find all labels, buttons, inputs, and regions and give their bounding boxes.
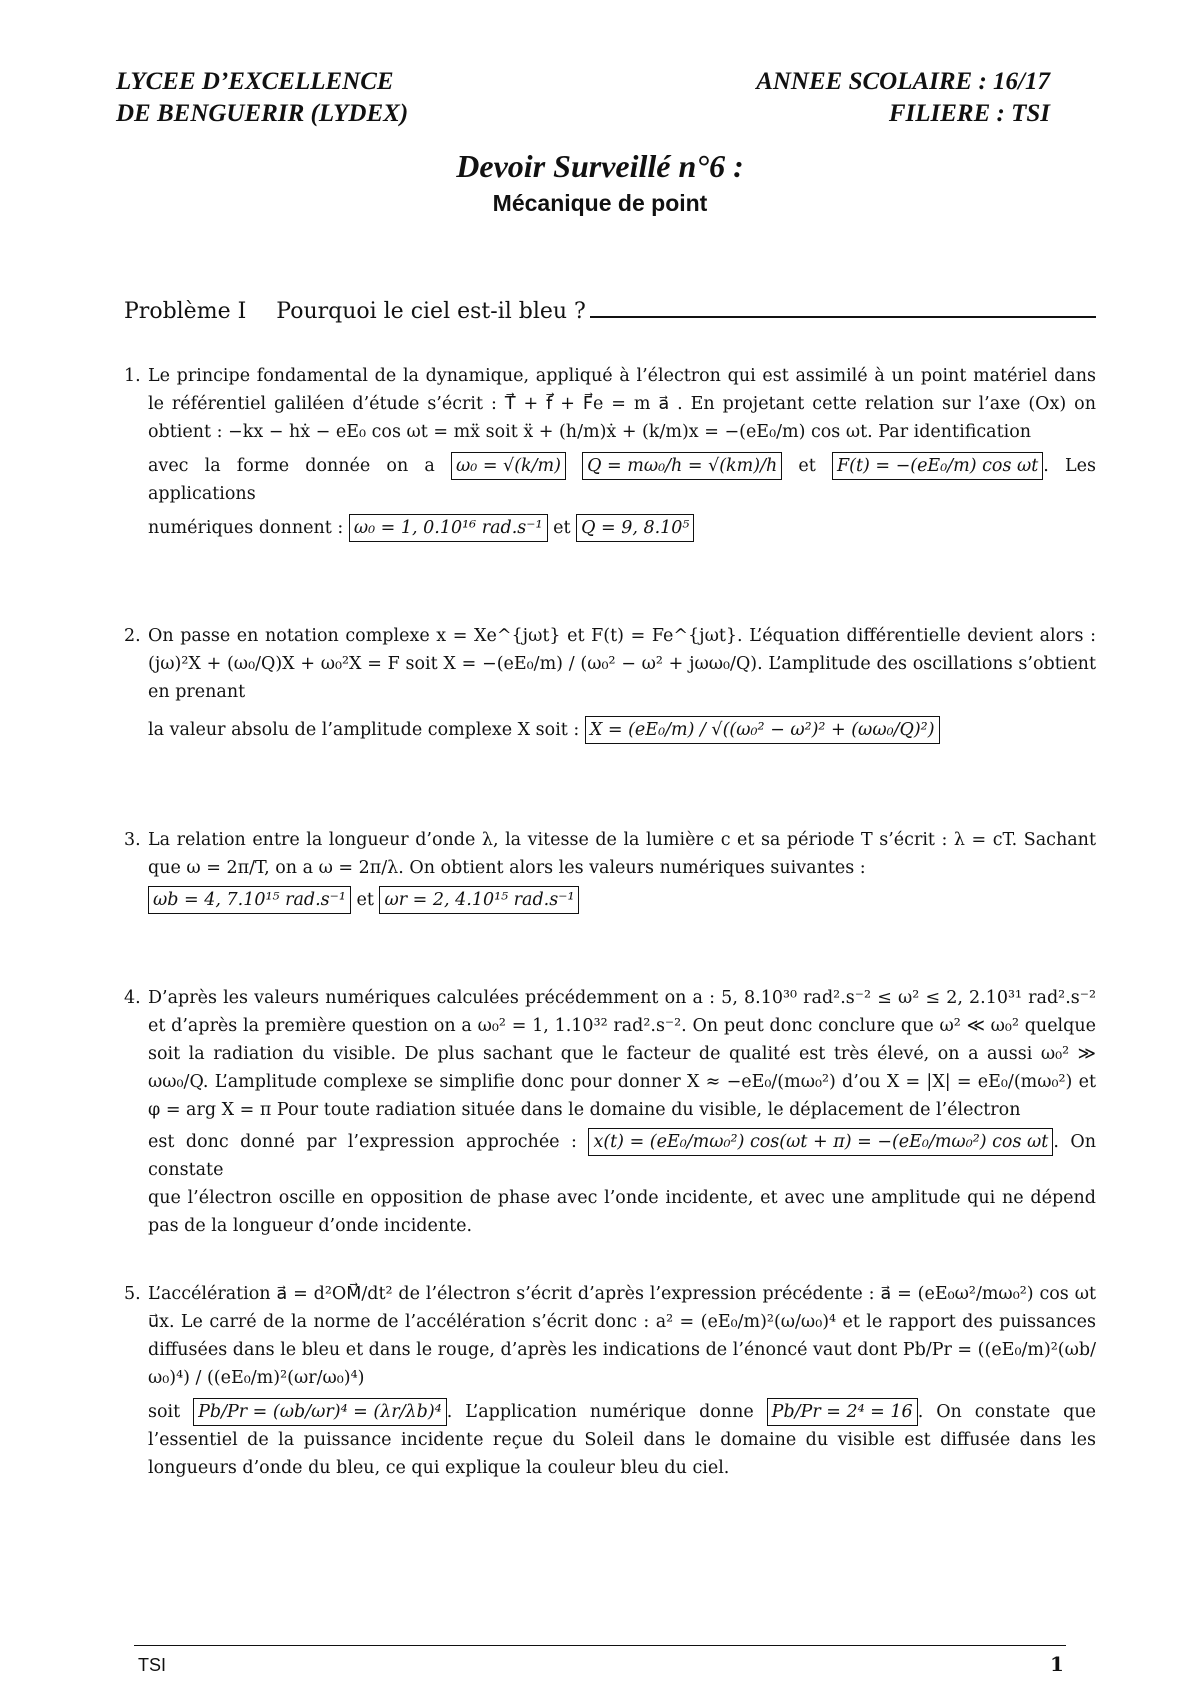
question-number: 4. — [124, 988, 141, 1008]
heading-rule — [590, 316, 1096, 318]
question-5-lead: soit — [148, 1402, 181, 1422]
document-title: Devoir Surveillé n°6 : — [456, 148, 744, 184]
question-number: 1. — [124, 366, 141, 386]
year-header — [708, 66, 1050, 130]
question-5-mid: . L’application numérique donne — [446, 1402, 754, 1422]
question-1-tail: . Les applications — [148, 456, 1096, 504]
question-4-conclusion: que l’électron oscille en opposition de phase avec l’onde incidente, et avec une amplitude qui ne dépend pas de la longueur d’onde incidente. — [148, 1188, 1096, 1236]
result-box-omega0: ω₀ = √(k/m) — [451, 452, 566, 480]
problem-title: Pourquoi le ciel est-il bleu ? — [276, 299, 586, 324]
question-1-lead: avec la forme donnée on a — [148, 456, 435, 476]
question-number: 2. — [124, 626, 141, 646]
question-4-tail: . On constate — [148, 1132, 1096, 1180]
question-1 — [124, 362, 1096, 542]
school-year: ANNEE SCOLAIRE : 16/17 — [756, 68, 1050, 95]
problem-heading — [124, 290, 1096, 324]
school-header — [116, 66, 408, 130]
footer-rule — [134, 1645, 1066, 1646]
question-3-text: La relation entre la longueur d’onde λ, la vitesse de la lumière c et sa période T s’écrit : λ = cT. Sachant que ω = 2π/T, on a ω = 2π/λ. On obtient alors les valeurs numériques suivantes : — [148, 830, 1096, 878]
problem-number: Problème I — [124, 299, 247, 324]
question-5-text: L’accélération a⃗ = d²OM⃗/dt² de l’électron s’écrit d’après l’expression précédente : a⃗ = (eE₀ω²/mω₀²) cos ωt u⃗x. Le carré de la norme de l’accélération s’écrit donc : a² = (eE₀/m)²(ω/ω₀)⁴ et le rapport des puissances diffusées dans le bleu et dans le rouge, d’après les indications de l’énoncé vaut dont Pb/Pr = ((eE₀/m)²(ωb/ω₀)⁴) / ((eE₀/m)²(ωr/ω₀)⁴) — [148, 1284, 1096, 1388]
question-number: 5. — [124, 1284, 141, 1304]
question-3 — [124, 826, 1096, 914]
school-name-line2: DE BENGUERIR (LYDEX) — [116, 100, 409, 127]
result-box-omega-blue: ωb = 4, 7.10¹⁵ rad.s⁻¹ — [148, 886, 351, 914]
result-box-force: F(t) = −(eE₀/m) cos ωt — [832, 452, 1043, 480]
question-5-conclusion: . On constate que l’essentiel de la puissance incidente reçue du Soleil dans le domaine du visible est diffusée dans les longueurs d’onde du bleu, ce qui explique la couleur bleu du ciel. — [148, 1402, 1096, 1478]
result-box-amplitude: X = (eE₀/m) / √((ω₀² − ω²)² + (ωω₀/Q)²) — [585, 716, 940, 744]
result-box-omega-red: ωr = 2, 4.10¹⁵ rad.s⁻¹ — [379, 886, 579, 914]
question-2-text: On passe en notation complexe x = Xe^{jωt} et F(t) = Fe^{jωt}. L’équation différentielle devient alors : (jω)²X + (ω₀/Q)X + ω₀²X = F soit X = −(eE₀/m) / (ω₀² − ω² + jωω₀/Q). L’amplitude des oscillations s’obtient en prenant — [148, 626, 1096, 702]
result-box-power-value: Pb/Pr = 2⁴ = 16 — [767, 1398, 918, 1426]
question-number: 3. — [124, 830, 141, 850]
question-4-lead: est donc donné par l’expression approchée : — [148, 1132, 577, 1152]
question-1-numeric-lead: numériques donnent : — [148, 518, 344, 538]
conjunction: et — [798, 456, 816, 476]
conjunction: et — [356, 890, 374, 910]
page-number: 1 — [1050, 1652, 1064, 1676]
question-5 — [124, 1280, 1096, 1482]
school-name-line1: LYCEE D’EXCELLENCE — [116, 68, 394, 95]
filiere: FILIERE : TSI — [888, 100, 1050, 127]
document-subtitle: Mécanique de point — [492, 190, 708, 216]
footer-label: TSI — [138, 1655, 167, 1675]
result-box-q-formula: Q = mω₀/h = √(km)/h — [582, 452, 782, 480]
result-box-power-ratio: Pb/Pr = (ωb/ωr)⁴ = (λr/λb)⁴ — [193, 1398, 447, 1426]
question-4 — [124, 984, 1096, 1240]
question-1-text: Le principe fondamental de la dynamique, appliqué à l’électron qui est assimilé à un point matériel dans le référentiel galiléen d’étude s’écrit : T⃗ + f⃗ + F⃗e = m a⃗ . En projetant cette relation sur l’axe (Ox) on obtient : −kx − hẋ − eE₀ cos ωt = mẍ soit ẍ + (h/m)ẋ + (k/m)x = −(eE₀/m) cos ωt. Par identification — [148, 366, 1096, 442]
question-2 — [124, 622, 1096, 744]
question-4-text: D’après les valeurs numériques calculées précédemment on a : 5, 8.10³⁰ rad².s⁻² ≤ ω² ≤ 2, 2.10³¹ rad².s⁻² et d’après la première question on a ω₀² = 1, 1.10³² rad².s⁻². On peut donc conclure que ω² ≪ ω₀² quelque soit la radiation du visible. De plus sachant que le facteur de qualité est très élevé, on a aussi ω₀² ≫ ωω₀/Q. L’amplitude complexe se simplifie donc pour donner X ≈ −eE₀/(mω₀²) d’ou X = |X| = eE₀/(mω₀²) et φ = arg X = π Pour toute radiation située dans le domaine du visible, le déplacement de l’électron — [148, 988, 1096, 1120]
question-2-lead: la valeur absolu de l’amplitude complexe X soit : — [148, 720, 580, 740]
result-box-displacement: x(t) = (eE₀/mω₀²) cos(ωt + π) = −(eE₀/mω₀²) cos ωt — [588, 1128, 1053, 1156]
result-box-q-value: Q = 9, 8.10⁵ — [576, 514, 694, 542]
result-box-omega0-value: ω₀ = 1, 0.10¹⁶ rad.s⁻¹ — [349, 514, 548, 542]
conjunction: et — [553, 518, 571, 538]
